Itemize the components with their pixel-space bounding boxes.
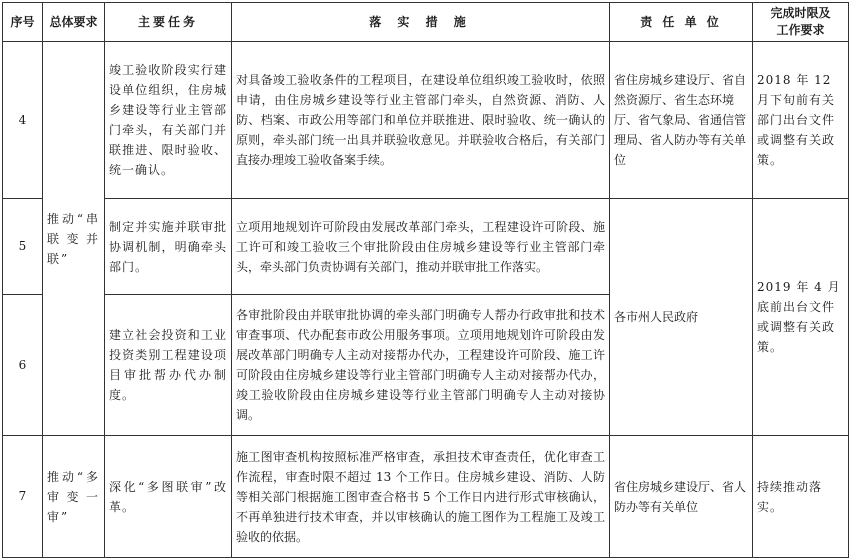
row-5-6-deadline: 2019 年 4 月底前出台文件或调整有关政策。: [753, 199, 849, 436]
header-deadline: 完成时限及 工作要求: [753, 3, 849, 42]
row-4-unit: 省住房城乡建设厅、省自然资源厅、省生态环境厅、省气象局、省通信管理局、省人防办等有关单位: [610, 42, 753, 199]
row-5-task: 制定并实施并联审批协调机制，明确牵头部门。: [105, 199, 232, 295]
row-6-seq: 6: [3, 295, 43, 436]
requirement-multi-to-one: 推动“多审变一审”: [43, 436, 105, 558]
row-5-measures: 立项用地规划许可阶段由发展改革部门牵头，工程建设许可阶段、施工许可和竣工验收三个审批阶段由住房城乡建设等行业主管部门牵头，牵头部门负责协调有关部门，推动并联审批工作落实。: [232, 199, 610, 295]
header-requirement: 总体要求: [43, 3, 105, 42]
row-4-deadline: 2018 年 12 月下旬前有关部门出台文件或调整有关政策。: [753, 42, 849, 199]
header-seq: 序号: [3, 3, 43, 42]
row-7-task: 深化“多图联审”改革。: [105, 436, 232, 558]
header-unit: 责 任 单 位: [610, 3, 753, 42]
header-measures: 落 实 措 施: [232, 3, 610, 42]
table-row: [3, 436, 849, 558]
requirement-serial-to-parallel: 推动“串联变并联”: [43, 42, 105, 436]
row-4-task: 竣工验收阶段实行建设单位组织，住房城乡建设等行业主管部门牵头，有关部门并联推进、限时验收、统一确认。: [105, 42, 232, 199]
row-4-measures: 对具备竣工验收条件的工程项目，在建设单位组织竣工验收时，依照申请，由住房城乡建设等行业主管部门牵头，自然资源、消防、人防、档案、市政公用等部门和单位并联推进、限时验收、统一确认的原则，牵头部门统一出具并联验收意见。并联验收合格后，有关部门直接办理竣工验收备案手续。: [232, 42, 610, 199]
header-task: 主要任务: [105, 3, 232, 42]
row-5-seq: 5: [3, 199, 43, 295]
row-6-measures: 各审批阶段由并联审批协调的牵头部门明确专人帮办行政审批和技术审查事项、代办配套市政公用服务事项。立项用地规划许可阶段由发展改革部门明确专人主动对接帮办代办，工程建设许可阶段、施工许可阶段由住房城乡建设等行业主管部门明确专人主动对接帮办代办，竣工验收阶段由住房城乡建设等行业主管部门明确专人主动对接协调。: [232, 295, 610, 436]
policy-table: [2, 2, 849, 558]
row-4-seq: 4: [3, 42, 43, 199]
row-7-deadline: 持续推动落实。: [753, 436, 849, 558]
row-6-task: 建立社会投资和工业投资类别工程建设项目审批帮办代办制度。: [105, 295, 232, 436]
row-7-seq: 7: [3, 436, 43, 558]
row-7-measures: 施工图审查机构按照标准严格审查，承担技术审查责任，优化审查工作流程，审查时限不超过 13 个工作日。住房城乡建设、消防、人防等相关部门根据施工图审查合格书 5 个工作日内进行形式审核确认，不再单独进行技术审查，并以审核确认的施工图作为工程施工及竣工验收的依据。: [232, 436, 610, 558]
header-row: [3, 3, 849, 42]
table-row: [3, 42, 849, 199]
row-5-6-unit: 各市州人民政府: [610, 199, 753, 436]
table-row: [3, 199, 849, 295]
row-7-unit: 省住房城乡建设厅、省人防办等有关单位: [610, 436, 753, 558]
